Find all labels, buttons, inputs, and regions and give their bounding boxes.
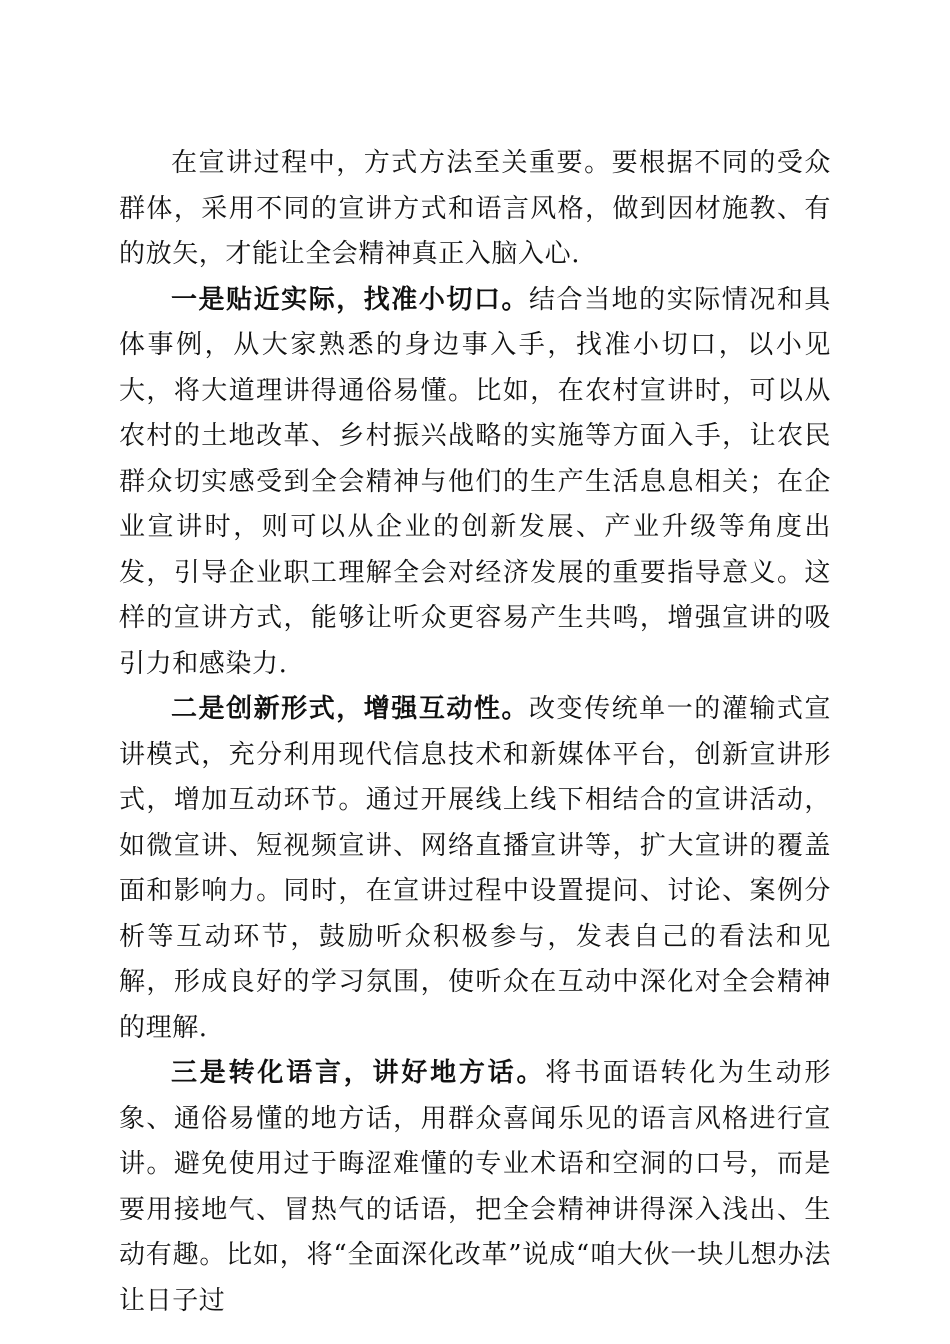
paragraph-heading: 一是贴近实际，找准小切口。 — [171, 284, 529, 315]
paragraph-text: 改变传统单一的灌输式宣讲模式，充分利用现代信息技术和新媒体平台，创新宣讲形式，增加互动环节。通过开展线上线下相结合的宣讲活动，如微宣讲、短视频宣讲、网络直播宣讲等，扩大宣讲的覆盖面和影响力。同时，在宣讲过程中设置提问、讨论、案例分析等互动环节，鼓励听众积极参与，发表自己的看法和见解，形成良好的学习氛围，使听众在互动中深化对全会精神的理解. — [119, 694, 831, 1043]
paragraph-text: 结合当地的实际情况和具体事例，从大家熟悉的身边事入手，找准小切口，以小见大，将大道理讲得通俗易懂。比如，在农村宣讲时，可以从农村的土地改革、乡村振兴战略的实施等方面入手，让农民群众切实感受到全会精神与他们的生产生活息息相关；在企业宣讲时，则可以从企业的创新发展、产业升级等角度出发，引导企业职工理解全会对经济发展的重要指导意义。这样的宣讲方式，能够让听众更容易产生共鸣，增强宣讲的吸引力和感染力. — [119, 284, 831, 679]
paragraph-text: 在宣讲过程中，方式方法至关重要。要根据不同的受众群体，采用不同的宣讲方式和语言风格，做到因材施教、有的放矢，才能让全会精神真正入脑入心. — [119, 148, 831, 269]
paragraph-intro — [119, 141, 831, 278]
paragraph-point-three — [119, 1051, 831, 1324]
paragraph-heading: 三是转化语言，讲好地方话。 — [171, 1058, 546, 1088]
paragraph-point-one — [119, 278, 831, 688]
paragraph-point-two — [119, 687, 831, 1051]
paragraph-heading: 二是创新形式，增强互动性。 — [171, 694, 529, 724]
paragraph-text: 将书面语转化为生动形象、通俗易懂的地方话，用群众喜闻乐见的语言风格进行宣讲。避免使用过于晦涩难懂的专业术语和空洞的口号，而是要用接地气、冒热气的话语，把全会精神讲得深入浅出、生动有趣。比如，将“全面深化改革”说成“咱大伙一块儿想办法让日子过 — [119, 1058, 831, 1316]
document-body — [119, 141, 831, 1324]
